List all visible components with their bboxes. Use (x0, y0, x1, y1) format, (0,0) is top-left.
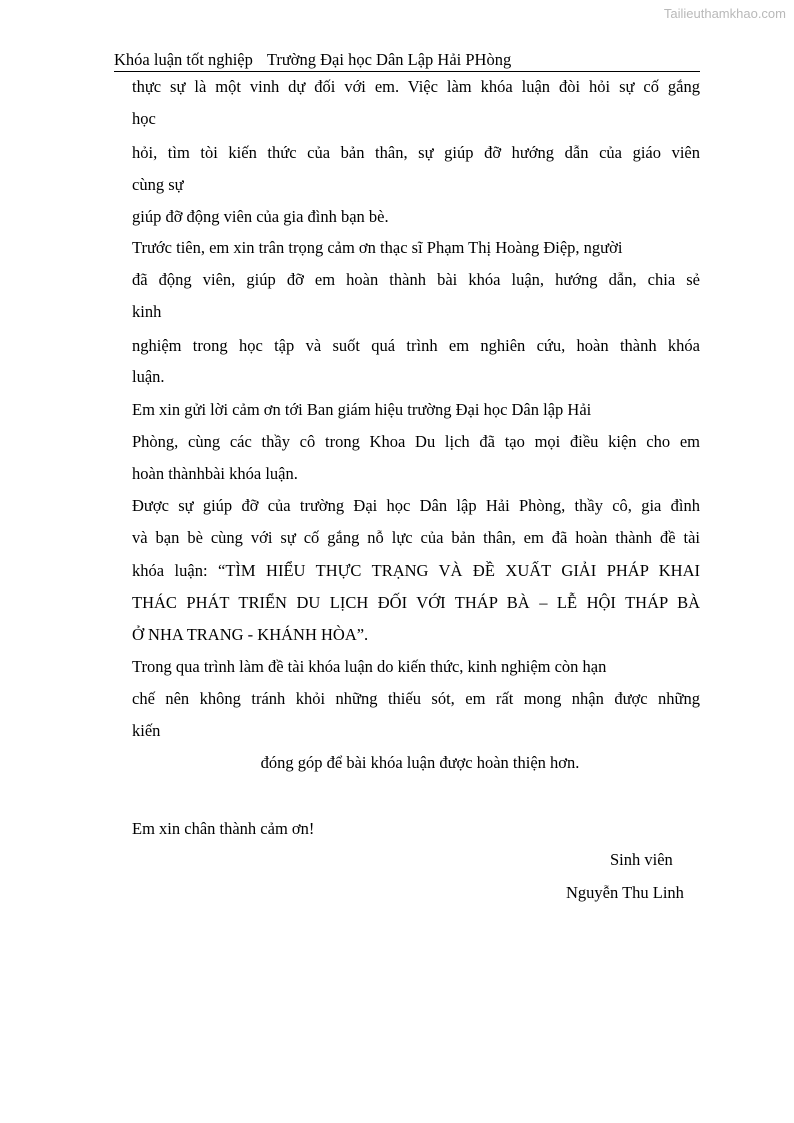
body-line: học (132, 109, 156, 128)
body-line: Trước tiên, em xin trân trọng cảm ơn thạc sĩ Phạm Thị Hoàng Điệp, người (132, 238, 623, 257)
watermark-text: Tailieuthamkhao.com (663, 6, 786, 21)
body-line: hỏi, tìm tòi kiến thức của bản thân, sự giúp đỡ hướng dẫn của giáo viên (132, 143, 700, 162)
signature-name: Nguyễn Thu Linh (566, 883, 684, 902)
body-line: kinh (132, 302, 162, 321)
body-line: và bạn bè cùng với sự cố gắng nỗ lực của bản thân, em đã hoàn thành đề tài (132, 528, 700, 547)
body-line: Ở NHA TRANG - KHÁNH HÒA”. (132, 625, 369, 644)
signature-role: Sinh viên (610, 850, 673, 869)
body-line: khóa luận: “TÌM HIỂU THỰC TRẠNG VÀ ĐỀ XUẤT GIẢI PHÁP KHAI (132, 561, 700, 580)
body-line: Được sự giúp đỡ của trường Đại học Dân lập Hải Phòng, thầy cô, gia đình (132, 496, 700, 515)
body-line: Em xin gửi lời cảm ơn tới Ban giám hiệu trường Đại học Dân lập Hải (132, 400, 592, 419)
body-line-centered: đóng góp để bài khóa luận được hoàn thiện hơn. (260, 753, 580, 772)
body-line: thực sự là một vinh dự đối với em. Việc làm khóa luận đòi hỏi sự cố gắng (132, 77, 700, 96)
header-thesis-title: Khóa luận tốt nghiệp (114, 50, 253, 69)
body-line: Phòng, cùng các thầy cô trong Khoa Du lịch đã tạo mọi điều kiện cho em (132, 432, 700, 451)
body-line: hoàn thànhbài khóa luận. (132, 464, 298, 483)
page-header (114, 50, 700, 72)
body-line: Trong qua trình làm đề tài khóa luận do kiến thức, kinh nghiệm còn hạn (132, 657, 607, 676)
body-line: giúp đỡ động viên của gia đình bạn bè. (132, 207, 389, 226)
body-line: luận. (132, 367, 165, 386)
body-line: chế nên không tránh khỏi những thiếu sót, em rất mong nhận được những (132, 689, 700, 708)
header-university: Trường Đại học Dân Lập Hải PHòng (266, 50, 512, 69)
body-line: nghiệm trong học tập và suốt quá trình em nghiên cứu, hoàn thành khóa (132, 336, 700, 355)
closing-line: Em xin chân thành cảm ơn! (132, 819, 315, 838)
body-line: đã động viên, giúp đỡ em hoàn thành bài khóa luận, hướng dẫn, chia sẻ (132, 270, 700, 289)
body-line: THÁC PHÁT TRIỂN DU LỊCH ĐỐI VỚI THÁP BÀ – LỄ HỘI THÁP BÀ (132, 593, 700, 612)
body-line: cùng sự (132, 175, 184, 194)
body-line: kiến (132, 721, 161, 740)
